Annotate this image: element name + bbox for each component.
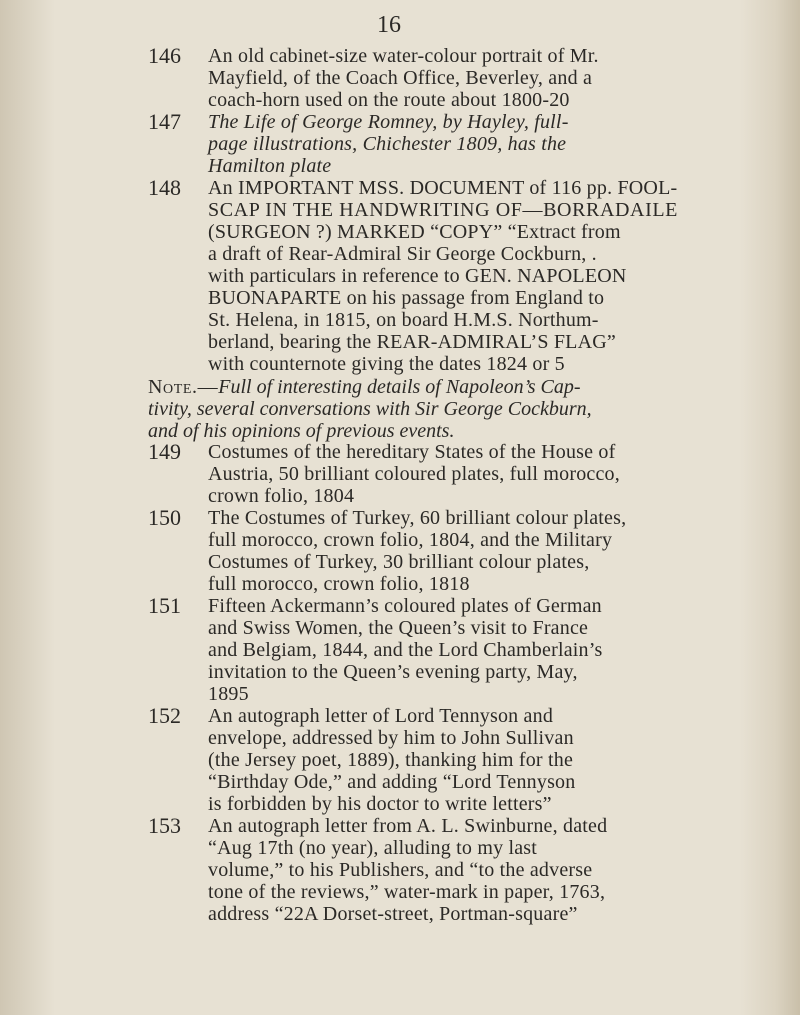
- lot-number: 146: [148, 43, 181, 68]
- entry-line: An autograph letter of Lord Tennyson and: [208, 705, 554, 727]
- entry-line: envelope, addressed by him to John Sullivan: [208, 727, 574, 749]
- entry-line: address “22A Dorset-street, Portman-square”: [208, 903, 578, 925]
- entry-line: and Belgiam, 1844, and the Lord Chamberlain’s: [208, 639, 603, 661]
- entry-line: “Birthday Ode,” and adding “Lord Tennyson: [208, 771, 576, 793]
- entry-line: Hamilton plate: [208, 155, 332, 177]
- entry-line: “Aug 17th (no year), alluding to my last: [208, 837, 538, 859]
- entry-line: invitation to the Queen’s evening party, May,: [208, 661, 578, 683]
- note-line: tivity, several conversations with Sir George Cockburn,: [148, 398, 592, 420]
- scan-edge-right: [740, 0, 800, 1015]
- entry-line: Mayfield, of the Coach Office, Beverley, and a: [208, 67, 593, 89]
- entry-line: 1895: [208, 683, 249, 705]
- entry-line: (the Jersey poet, 1889), thanking him for the: [208, 749, 574, 771]
- page-number: 16: [377, 12, 401, 38]
- note-line: and of his opinions of previous events.: [148, 420, 455, 442]
- entry-line: full morocco, crown folio, 1818: [208, 573, 470, 595]
- entry-line: Fifteen Ackermann’s coloured plates of German: [208, 595, 602, 617]
- entry-line: berland, bearing the REAR-ADMIRAL’S FLAG”: [208, 331, 616, 353]
- entry-line: is forbidden by his doctor to write letters”: [208, 793, 552, 815]
- entry-line: The Life of George Romney, by Hayley, full-: [208, 111, 569, 133]
- entry-line: SCAP IN THE HANDWRITING OF—BORRADAILE: [208, 199, 678, 221]
- entry-line: page illustrations, Chichester 1809, has the: [208, 133, 567, 155]
- entry-line: BUONAPARTE on his passage from England to: [208, 287, 605, 309]
- entry-line: and Swiss Women, the Queen’s visit to France: [208, 617, 589, 639]
- entry-line: Costumes of the hereditary States of the House of: [208, 441, 616, 463]
- lot-number: 150: [148, 505, 181, 530]
- entry-line: An autograph letter from A. L. Swinburne, dated: [208, 815, 608, 837]
- lot-number: 153: [148, 813, 181, 838]
- entry-line: An old cabinet-size water-colour portrait of Mr.: [208, 45, 599, 67]
- scan-edge-left: [0, 0, 55, 1015]
- note-line: [148, 376, 580, 398]
- entry-line: with particulars in reference to GEN. NAPOLEON: [208, 265, 627, 287]
- entry-line: crown folio, 1804: [208, 485, 355, 507]
- note-text: Full of interesting details of Napoleon’s Cap-: [218, 376, 581, 398]
- entry-line: St. Helena, in 1815, on board H.M.S. Northum-: [208, 309, 599, 331]
- note-label: Note.—: [148, 376, 219, 398]
- lot-number: 151: [148, 593, 181, 618]
- lot-number: 147: [148, 109, 181, 134]
- entry-line: Costumes of Turkey, 30 brilliant colour plates,: [208, 551, 590, 573]
- lot-number: 148: [148, 175, 181, 200]
- lot-number: 152: [148, 703, 181, 728]
- entry-line: coach-horn used on the route about 1800-20: [208, 89, 570, 111]
- entry-line: The Costumes of Turkey, 60 brilliant colour plates,: [208, 507, 627, 529]
- entry-line: An IMPORTANT MSS. DOCUMENT of 116 pp. FOOL-: [208, 177, 678, 199]
- entry-line: (SURGEON ?) MARKED “COPY” “Extract from: [208, 221, 621, 243]
- entry-line: Austria, 50 brilliant coloured plates, full morocco,: [208, 463, 620, 485]
- entry-line: a draft of Rear-Admiral Sir George Cockburn, .: [208, 243, 597, 265]
- entry-line: volume,” to his Publishers, and “to the adverse: [208, 859, 593, 881]
- entry-line: with counternote giving the dates 1824 or 5: [208, 353, 565, 375]
- entry-line: full morocco, crown folio, 1804, and the Military: [208, 529, 613, 551]
- entry-line: tone of the reviews,” water-mark in paper, 1763,: [208, 881, 606, 903]
- lot-number: 149: [148, 439, 181, 464]
